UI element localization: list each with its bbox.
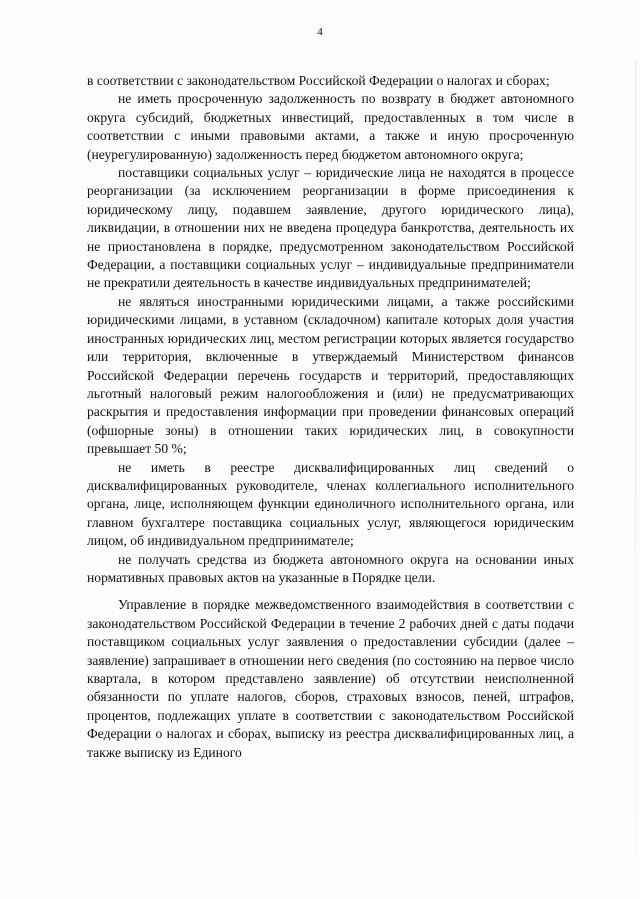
- paragraph-interagency-request: Управление в порядке межведомственного взаимодействия в соответствии с законодательством Российской Федерации в течение 2 рабочих дней с даты подачи поставщиком социальных услуг заявления о предоставлении субсидии (далее – заявление) запрашивает в отношении него сведения (по состоянию на первое число квартала, в котором представлено заявление) об отсутствии неисполненной обязанности по уплате налогов, сборов, страховых взносов, пеней, штрафов, процентов, подлежащих уплате в соответствии с законодательством Российской Федерации о налогах и сборах, выписку из реестра дисквалифицированных лиц, а также выписку из Единого: [87, 597, 574, 760]
- paragraph-not-foreign-entity: не являться иностранными юридическими лицами, а также российскими юридическими лицами, в уставном (складочном) капитале которых доля участия иностранных юридических лиц, местом регистрации которых является государство или территория, включенные в утверждаемый Министерством финансов Российской Федерации перечень государств и территорий, предоставляющих льготный налоговый режим налогообложения и (или) не предусматривающих раскрытия и предоставления информации при проведении финансовых операций (офшорные зоны) в отношении таких юридических лиц, в совокупности превышает 50 %;: [87, 293, 574, 457]
- paragraph-no-reorganization: поставщики социальных услуг – юридические лица не находятся в процессе реорганизации (за исключением реорганизации в форме присоединения к юридическому лицу, подавшем заявление, другого юридического лица), ликвидации, в отношении них не введена процедура банкротства, деятельность их не приостановлена в порядке, предусмотренном законодательством Российской Федерации, а поставщики социальных услуг – индивидуальные предприниматели не прекратили деятельность в качестве индивидуальных предпринимателей;: [87, 165, 574, 291]
- paragraph-no-other-budget-funds: не получать средства из бюджета автономного округа на основании иных нормативных правовых актов на указанные в Порядке цели.: [87, 551, 574, 585]
- scan-edge-line: [635, 60, 636, 860]
- paragraph-tax-compliance: в соответствии с законодательством Российской Федерации о налогах и сборах;: [87, 73, 550, 88]
- document-body: [87, 72, 574, 762]
- paragraph-no-overdue-debt: не иметь просроченную задолженность по возврату в бюджет автономного округа субсидий, бюджетных инвестиций, предоставленных в том числе в соответствии с иными правовыми актами, а также и иную просроченную (неурегулированную) задолженность перед бюджетом автономного округа;: [87, 91, 574, 162]
- paragraph-disqualified-persons: не иметь в реестре дисквалифицированных лиц сведений о дисквалифицированных руководителе, членах коллегиального исполнительного органа, лице, исполняющем функции единоличного исполнительного органа, или главном бухгалтере поставщика социальных услуг, являющегося юридическим лицом, об индивидуальном предпринимателе;: [87, 459, 574, 549]
- page-number: 4: [317, 26, 323, 38]
